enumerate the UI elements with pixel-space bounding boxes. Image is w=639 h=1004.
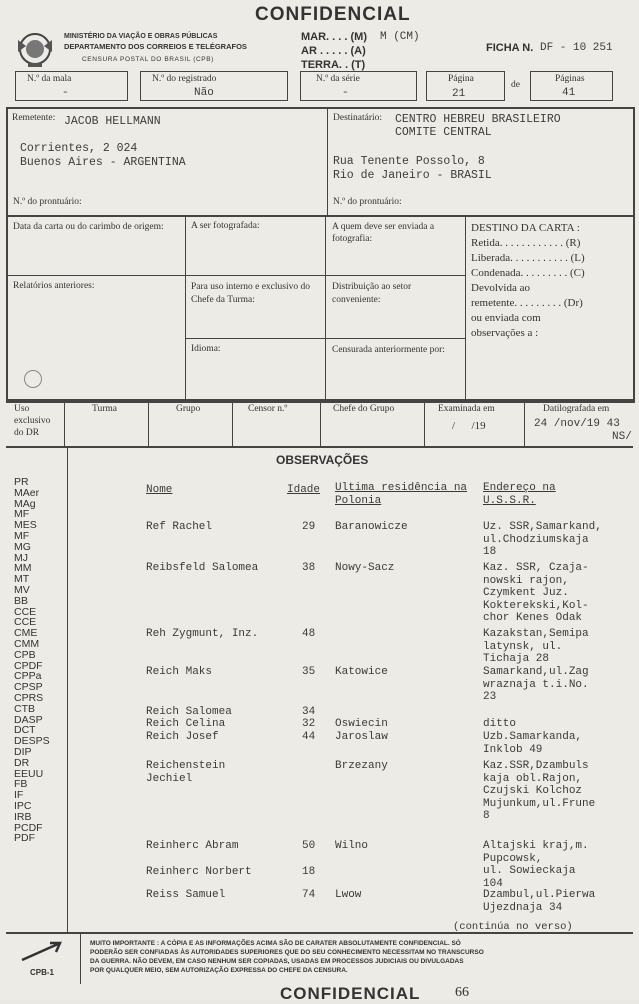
footer-line4: POR QUALQUER MEIO, SEM AUTORIZAÇÃO EXPRESSA DO CHEFE DA CENSURA. [90, 967, 348, 974]
header-title: CONFIDENCIAL [255, 4, 411, 25]
agency-code: MAg [14, 497, 36, 510]
ar-label: AR . . . . . (A) [301, 45, 366, 57]
mar-label: MAR. . . . (M) [301, 31, 367, 43]
agency-code: MM [14, 562, 32, 575]
serie-label: N.º da série [316, 74, 360, 84]
agency-code: MF [14, 529, 30, 542]
page-number: 66 [455, 985, 469, 1000]
agency-code: CMM [14, 637, 40, 650]
row-nome: Reh Zygmunt, Inz. [146, 628, 259, 640]
row-idade: 38 [302, 562, 316, 574]
col-idade-header: Idade [287, 484, 321, 496]
remetente-label: Remetente: [12, 113, 56, 123]
agency-codes-list [14, 477, 50, 844]
agency-code: MG [14, 540, 31, 553]
grupo-label: Grupo [176, 404, 201, 414]
terra-label: TERRA. . (T) [301, 59, 366, 71]
destino-enviada2: observações a : [471, 327, 539, 339]
row-residencia: Brzezany [335, 760, 388, 772]
uso-interno-label: Para uso interno e exclusivo do Chefe da Turma: [191, 282, 310, 305]
agency-code: MV [14, 583, 30, 596]
agency-code: DASP [14, 713, 43, 726]
agency-code: MF [14, 508, 30, 521]
mala-label: N.º da mala [27, 74, 72, 84]
org-line1: MINISTÉRIO DA VIAÇÃO E OBRAS PÚBLICAS [64, 33, 218, 40]
datilografada-suffix: NS/ [612, 431, 632, 443]
enviada-foto-label: A quem deve ser enviada a fotografia: [332, 222, 435, 244]
destinatario-name2: COMITE CENTRAL [395, 126, 492, 139]
continua-label: (continúa no verso) [453, 921, 573, 933]
col-nome-header: Nome [146, 484, 173, 496]
remetente-address1: Corrientes, 2 024 [20, 142, 138, 155]
row-residencia: Katowice [335, 666, 388, 678]
destinatario-prontuario: N.º do prontuário: [333, 197, 402, 207]
row-endereco: Dzambul,ul.Pierwa Ujezdnaja 34 [483, 889, 596, 914]
destino-enviada1: ou enviada com [471, 312, 541, 324]
coat-of-arms-icon [14, 30, 56, 73]
mala-value: - [62, 87, 69, 99]
fotografada-label: A ser fotografada: [191, 221, 260, 231]
row-idade: 29 [302, 521, 316, 533]
destinatario-name1: CENTRO HEBREU BRASILEIRO [395, 113, 561, 126]
agency-code: BB [14, 594, 29, 607]
agency-code: MAer [14, 486, 40, 499]
footer-line3: DA GUERRA. NÃO DEVEM, EM CASO NENHUM SER COPIADAS, USADAS EM PROCESSOS JUDICIAIS OU DIVULGADAS [90, 958, 464, 965]
destino-block [471, 221, 585, 341]
row-nome: Reich Salomea [146, 706, 232, 718]
destino-devolvida1: Devolvida ao [471, 282, 530, 294]
row-residencia: Baranowicze [335, 521, 408, 533]
row-endereco: Uzb.Samarkanda, Inklob 49 [483, 731, 583, 756]
row-endereco: ditto [483, 718, 517, 730]
registrado-label: N.º do registrado [152, 74, 217, 84]
col-endereco-header: Endereço na U.S.S.R. [483, 482, 556, 507]
agency-code: CTB [14, 702, 35, 715]
destino-liberada: Liberada. . . . . . . . . . . (L) [471, 252, 585, 264]
row-endereco: Altajski kraj,m. Pupcowsk, ul. Sowieckaja 104 [483, 840, 589, 890]
row-nome: Ref Rachel [146, 521, 213, 533]
serie-value: - [342, 87, 349, 99]
footer-notice [90, 939, 630, 975]
de-label: de [511, 80, 520, 90]
row-nome: Reiss Samuel [146, 889, 226, 901]
footer-line1: MUITO IMPORTANTE : A CÓPIA E AS INFORMAÇÕES ACIMA SÃO DE CARATER ABSOLUTAMENTE CONFIDENCIAL. SÓ [90, 940, 461, 947]
row-idade: 48 [302, 628, 316, 640]
destino-condenada: Condenada. . . . . . . . . (C) [471, 267, 585, 279]
col-residencia-header: Ultima residência na Polonia [335, 482, 468, 507]
agency-code: PCDF [14, 821, 43, 834]
idioma-label: Idioma: [191, 344, 221, 354]
censurada-label: Censurada anteriormente por: [332, 345, 445, 355]
pagina-label: Página [448, 74, 474, 84]
uso-exclusivo-label: Uso exclusivo do DR [14, 404, 51, 438]
row-nome: Reinherc Abram [146, 840, 239, 852]
ficha-label: FICHA N. [486, 42, 534, 54]
relatorios-label: Relatórios anteriores: [13, 281, 95, 291]
agency-code: PDF [14, 832, 35, 845]
org-line3: CENSURA POSTAL DO BRASIL (CPB) [82, 56, 214, 63]
examinada-value: / /19 [452, 420, 486, 432]
agency-code: IPC [14, 799, 32, 812]
row-endereco: Kazakstan,Semipa latynsk, ul. Tichaja 28 [483, 628, 589, 665]
row-nome: Reich Maks [146, 666, 213, 678]
destinatario-address1: Rua Tenente Possolo, 8 [333, 155, 485, 168]
destino-title: DESTINO DA CARTA : [471, 222, 580, 234]
row-idade: 50 [302, 840, 316, 852]
agency-code: FB [14, 778, 28, 791]
agency-code: CPB [14, 648, 36, 661]
row-idade: 34 [302, 706, 316, 718]
row-nome: Reich Celina [146, 718, 226, 730]
agency-code: CPSP [14, 681, 43, 694]
agency-code: IRB [14, 810, 32, 823]
row-endereco: Samarkand,ul.Zag wraznaja t.i.No. 23 [483, 666, 589, 703]
agency-code: DIP [14, 745, 32, 758]
observacoes-title: OBSERVAÇÕES [276, 453, 369, 467]
row-nome: Reinherc Norbert [146, 866, 252, 878]
punch-hole-icon [24, 370, 42, 388]
agency-code: EEUU [14, 767, 44, 780]
destinatario-address2: Rio de Janeiro - BRASIL [333, 169, 492, 182]
agency-code: PR [14, 476, 29, 488]
row-residencia: Jaroslaw [335, 731, 388, 743]
distribuicao-label: Distribuição ao setor conveniente: [332, 282, 412, 305]
paginas-value: 41 [562, 87, 576, 99]
row-residencia: Wilno [335, 840, 369, 852]
agency-code: CCE [14, 605, 37, 618]
footer-title: CONFIDENCIAL [280, 984, 421, 1003]
chefe-label: Chefe do Grupo [333, 404, 395, 414]
agency-code: DESPS [14, 735, 50, 748]
registrado-value: Não [194, 87, 214, 99]
row-residencia: Oswiecin [335, 718, 388, 730]
datilografada-value: 24 /nov/19 43 [534, 418, 620, 430]
agency-code: DCT [14, 724, 36, 737]
ficha-number: DF - 10 251 [540, 42, 613, 54]
paginas-label: Páginas [555, 74, 585, 84]
censor-label: Censor n.º [248, 404, 288, 414]
org-line2: DEPARTAMENTO DOS CORREIOS E TELÉGRAFOS [64, 42, 247, 51]
remetente-name: JACOB HELLMANN [64, 115, 161, 128]
agency-code: IF [14, 789, 24, 802]
destino-devolvida2: remetente. . . . . . . . . (Dr) [471, 297, 583, 309]
row-endereco: Kaz.SSR,Dzambuls kaja obl.Rajon, Czujski Kolchoz Mujunkum,ul.Frune 8 [483, 760, 596, 822]
row-residencia: Lwow [335, 889, 362, 901]
pen-arrow-icon [18, 940, 66, 969]
agency-code: CPRS [14, 691, 44, 704]
row-nome: Reichenstein Jechiel [146, 760, 226, 785]
destino-retida: Retida. . . . . . . . . . . . (R) [471, 237, 581, 249]
agency-code: CME [14, 627, 38, 640]
agency-code: MT [14, 573, 30, 586]
row-nome: Reibsfeld Salomea [146, 562, 259, 574]
mar-value: M (CM) [380, 31, 420, 43]
row-idade: 44 [302, 731, 316, 743]
pagina-value: 21 [452, 88, 466, 100]
destinatario-label: Destinatário: [333, 113, 383, 123]
row-residencia: Nowy-Sacz [335, 562, 395, 574]
row-idade: 74 [302, 889, 316, 901]
agency-code: MES [14, 519, 37, 532]
datilografada-label: Datilografada em [543, 404, 610, 414]
row-idade: 35 [302, 666, 316, 678]
row-idade: 18 [302, 866, 316, 878]
agency-code: MJ [14, 551, 28, 564]
data-carta-label: Data da carta ou do carimbo de origem: [13, 222, 164, 232]
remetente-address2: Buenos Aires - ARGENTINA [20, 156, 186, 169]
cpb-label: CPB-1 [30, 968, 55, 977]
row-endereco: Uz. SSR,Samarkand, ul.Chodziumskaja 18 [483, 521, 602, 558]
row-nome: Reich Josef [146, 731, 219, 743]
footer-line2: PODERÃO SER CONFIADAS ÀS AUTORIDADES SUPERIORES QUE DO SEU CONHECIMENTO NECESSITAM NO TRANSCURSO [90, 949, 484, 956]
remetente-prontuario: N.º do prontuário: [13, 197, 82, 207]
row-endereco: Kaz. SSR, Czaja- nowski rajon, Czymkent Juz. Kokterekski,Kol- chor Kenes Odak [483, 562, 589, 624]
agency-code: CCE [14, 616, 37, 629]
agency-code: CPPa [14, 670, 42, 683]
row-idade: 32 [302, 718, 316, 730]
examinada-label: Examinada em [438, 404, 495, 414]
agency-code: DR [14, 756, 30, 769]
turma-label: Turma [92, 404, 117, 414]
agency-code: CPDF [14, 659, 43, 672]
